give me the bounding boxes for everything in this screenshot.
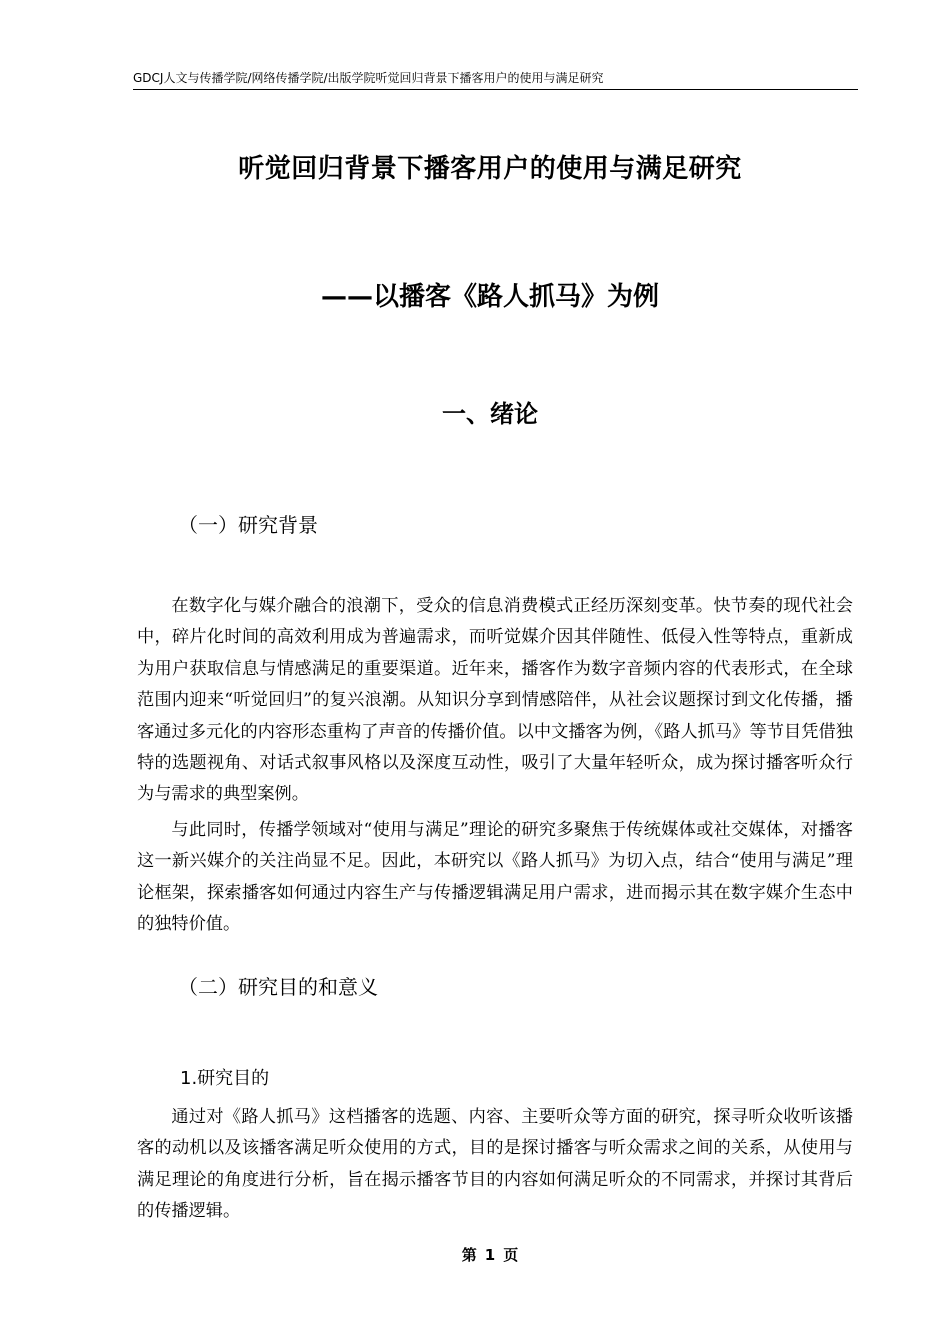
section-heading-background: （一）研究背景 xyxy=(178,513,318,537)
running-header: GDCJ人文与传播学院/网络传播学院/出版学院听觉回归背景下播客用户的使用与满足研究 xyxy=(133,70,858,90)
page-footer xyxy=(95,1244,885,1266)
subsection-heading-purpose: 1.研究目的 xyxy=(180,1068,270,1089)
body-paragraph-1: 在数字化与媒介融合的浪潮下，受众的信息消费模式正经历深刻变革。快节奏的现代社会中，碎片化时间的高效利用成为普遍需求，而听觉媒介因其伴随性、低侵入性等特点，重新成为用户获取信息与情感满足的重要渠道。近年来，播客作为数字音频内容的代表形式，在全球范围内迎来“听觉回归”的复兴浪潮。从知识分享到情感陪伴，从社会议题探讨到文化传播，播客通过多元化的内容形态重构了声音的传播价值。以中文播客为例，《路人抓马》等节目凭借独特的选题视角、对话式叙事风格以及深度互动性，吸引了大量年轻听众，成为探讨播客听众行为与需求的典型案例。 xyxy=(137,596,853,805)
document-title: 听觉回归背景下播客用户的使用与满足研究 xyxy=(238,154,742,184)
body-paragraph-3: 通过对《路人抓马》这档播客的选题、内容、主要听众等方面的研究，探寻听众收听该播客的动机以及该播客满足听众使用的方式，目的是探讨播客与听众需求之间的关系，从使用与满足理论的角度进行分析，旨在揭示播客节目的内容如何满足听众的不同需求，并探讨其背后的传播逻辑。 xyxy=(137,1107,853,1222)
footer-suffix: 页 xyxy=(503,1246,519,1264)
body-paragraph-2: 与此同时，传播学领域对“使用与满足”理论的研究多聚焦于传统媒体或社交媒体，对播客这一新兴媒介的关注尚显不足。因此，本研究以《路人抓马》为切入点，结合“使用与满足”理论框架，探索播客如何通过内容生产与传播逻辑满足用户需求，进而揭示其在数字媒介生态中的独特价值。 xyxy=(137,820,853,935)
footer-prefix: 第 xyxy=(461,1246,477,1264)
page-number: 1 xyxy=(484,1246,496,1264)
document-subtitle: ——以播客《路人抓马》为例 xyxy=(320,282,659,312)
chapter-heading: 一、绪论 xyxy=(442,400,538,428)
section-heading-purpose: （二）研究目的和意义 xyxy=(178,975,378,999)
